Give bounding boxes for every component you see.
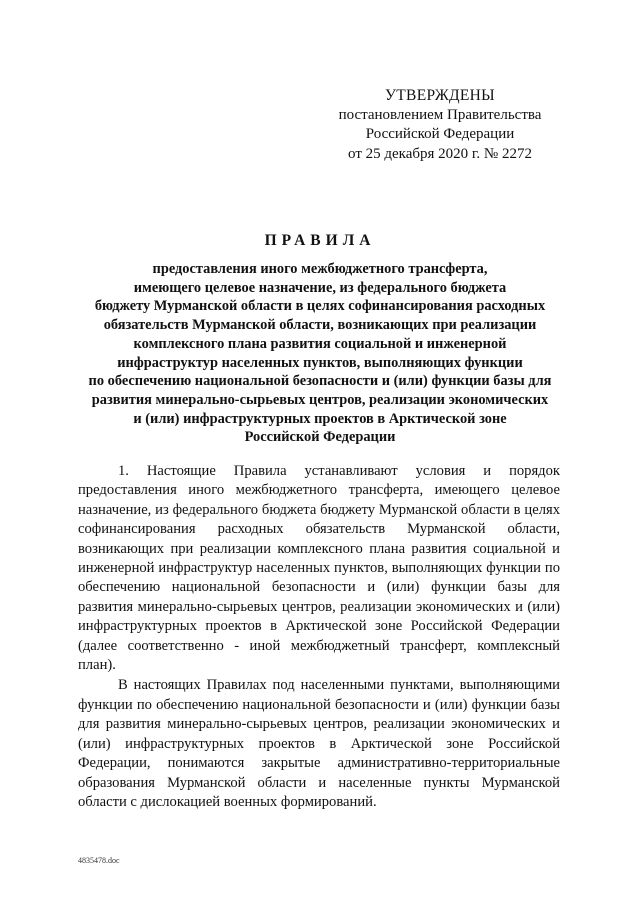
document-body [78,462,560,812]
document-title: ПРАВИЛА [264,232,376,249]
paragraph-1: 1. Настоящие Правила устанавливают условия и порядок предоставления иного межбюджетного трансферта, имеющего целевое назначение, из федерального бюджета бюджету Мурманской области в целях софинансирования расходных обязательств Мурманской области, возникающих при реализации комплексного плана развития социальной и инженерной инфраструктур населенных пунктов, выполняющих функции по обеспечению национальной безопасности и (или) функции базы для развития минерально-сырьевых центров, реализации экономических и (или) инфраструктурных проектов в Арктической зоне Российской Федерации (далее соответственно - иной межбюджетный трансферт, комплексный план). [78,463,560,674]
subtitle-line: по обеспечению национальной безопасности и (или) функции базы для [88,373,552,390]
subtitle-line: бюджету Мурманской области в целях софинансирования расходных [94,298,546,315]
approval-date-number: от 25 декабря 2020 г. № 2272 [348,145,532,162]
approval-block [320,86,560,164]
subtitle-line: имеющего целевое назначение, из федерального бюджета [133,279,507,296]
document-subtitle [60,260,580,447]
file-reference: 4835478.doc [78,856,120,865]
approval-line-1: постановлением Правительства [338,106,542,123]
subtitle-line: инфраструктур населенных пунктов, выполняющих функции [117,354,523,371]
subtitle-line: обязательств Мурманской области, возникающих при реализации [103,317,537,334]
approval-line-2: Российской Федерации [365,126,515,142]
paragraph-2: В настоящих Правилах под населенными пунктами, выполняющими функции по обеспечению национальной безопасности и (или) функции базы для развития минерально-сырьевых центров, реализации экономических и (или) инфраструктурных проектов в Арктической зоне Российской Федерации, понимаются закрытые административно-территориальные образования Мурманской области и населенные пункты Мурманской области с дислокацией военных формирований. [78,677,560,810]
subtitle-line: комплексного плана развития социальной и инженерной [133,335,507,352]
approval-heading: УТВЕРЖДЕНЫ [385,87,495,104]
subtitle-line: развития минерально-сырьевых центров, реализации экономических [91,391,549,408]
subtitle-line: предоставления иного межбюджетного трансферта, [152,261,488,277]
subtitle-line: и (или) инфраструктурных проектов в Арктической зоне [133,410,507,427]
subtitle-line: Российской Федерации [244,429,396,446]
